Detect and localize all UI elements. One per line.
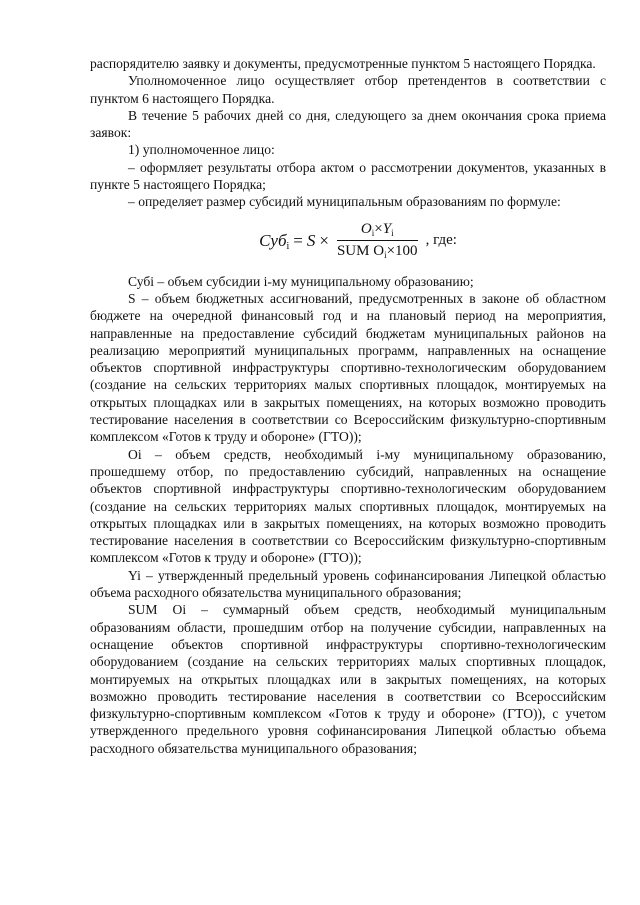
fraction-numerator xyxy=(357,221,398,240)
document-page xyxy=(90,55,606,757)
paragraph: Oi – объем средств, необходимый i-му муниципальному образованию, прошедшему отбор, по предоставлению субсидий, направленных на оснащение объектов спортивной инфраструктуры спортивно-технологическим оборудованием (создание на сельских территориях малых спортивных площадок, монтируемых на открытых площадках или в закрытых помещениях, на которых возможно проводить тестирование населения в соответствии со Всероссийским физкультурно-спортивным комплексом «Готов к труду и обороне» (ГТО)); xyxy=(90,446,606,566)
fraction-denominator xyxy=(337,241,418,260)
denominator-times-100: ×100 xyxy=(386,243,418,260)
formula-S: S xyxy=(306,231,316,251)
paragraphs-before xyxy=(90,55,606,211)
formula-lhs-symbol: Суб xyxy=(259,231,287,251)
numerator-O: O xyxy=(360,220,372,237)
numerator-Y-subscript: i xyxy=(391,227,394,238)
paragraph: Уполномоченное лицо осуществляет отбор претендентов в соответствии с пунктом 6 настоящего Порядка. xyxy=(90,73,606,106)
numerator-times: × xyxy=(374,220,383,237)
numerator-O-subscript: i xyxy=(371,227,375,238)
paragraphs-after xyxy=(90,273,606,757)
paragraph: Субi – объем субсидии i-му муниципальному образованию; xyxy=(128,273,474,289)
subsidy-formula xyxy=(110,217,606,265)
denominator-sum: SUM O xyxy=(336,243,385,260)
paragraph: – оформляет результаты отбора актом о рассмотрении документов, указанных в пункте 5 настоящего Порядка; xyxy=(90,159,606,193)
numerator-Y: Y xyxy=(382,220,392,237)
paragraph: – определяет размер субсидий муниципальным образованиям по формуле: xyxy=(128,194,561,210)
denominator-subscript: i xyxy=(384,250,387,261)
formula-lhs-subscript: i xyxy=(286,241,290,253)
paragraph: распорядителю заявку и документы, предусмотренные пунктом 5 настоящего Порядка. xyxy=(90,56,596,71)
paragraph: Yi – утвержденный предельный уровень софинансирования Липецкой областью объема расходного обязательства муниципального образования; xyxy=(90,567,606,601)
formula-times: × xyxy=(319,231,329,251)
formula-fraction xyxy=(337,221,418,261)
paragraph: S – объем бюджетных ассигнований, предусмотренных в законе об областном бюджете на очередной финансовый год и на плановый период на мероприятия, направленные на предоставление субсидий бюджетам муниципальных районов на реализацию мероприятий муниципальных программ, направленных на оснащение объектов спортивной инфраструктуры спортивно-технологическим оборудованием (создание на сельских территориях малых спортивных площадок, монтируемых на открытых площадках или в закрытых помещениях, на которых возможно проводить тестирование населения в соответствии со Всероссийским физкультурно-спортивным комплексом «Готов к труду и обороне» (ГТО)); xyxy=(90,290,606,445)
paragraph: 1) уполномоченное лицо: xyxy=(128,142,275,158)
paragraph: В течение 5 рабочих дней со дня, следующего за днем окончания срока приема заявок: xyxy=(90,107,606,141)
formula-equals: = xyxy=(293,231,303,251)
formula-lhs xyxy=(259,231,290,253)
formula-tail: , где: xyxy=(425,232,457,249)
paragraph: SUM Oi – суммарный объем средств, необходимый муниципальным образованиям области, прошедшим отбор на получение субсидии, направленных на оснащение объектов спортивной инфраструктуры спортивно-технологическим оборудованием (создание на сельских территориях малых спортивных площадок, монтируемых на открытых площадках или в закрытых помещениях, на которых возможно проводить тестирование населения в соответствии со Всероссийским физкультурно-спортивным комплексом «Готов к труду и обороне» (ГТО)), с учетом утвержденного предельного уровня софинансирования Липецкой областью объема расходного обязательства муниципального образования; xyxy=(90,602,606,756)
